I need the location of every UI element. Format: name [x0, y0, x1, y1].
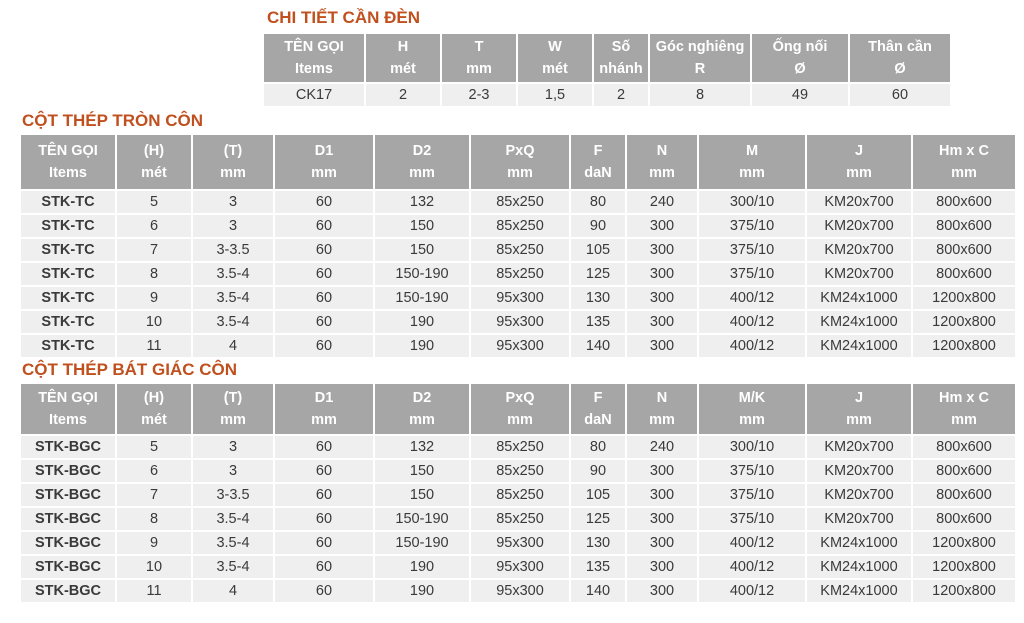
column-header-label: TÊN GỌI [38, 143, 98, 159]
column-header-label: N [656, 390, 668, 406]
table-cell: 3.5-4 [193, 287, 273, 309]
table-cell: 95x300 [471, 580, 569, 602]
column-header [193, 135, 273, 189]
table-cell: KM24x1000 [807, 335, 911, 357]
table-cell: 2 [366, 84, 440, 106]
table-cell: 7 [117, 239, 191, 261]
table-cell: 375/10 [699, 484, 805, 506]
table-cell: STK-BGC [21, 484, 115, 506]
table-cell: STK-BGC [21, 532, 115, 554]
table-cell: 10 [117, 311, 191, 333]
column-header-label: TÊN GỌI [38, 390, 98, 406]
table-cell: 400/12 [699, 287, 805, 309]
header-row [21, 384, 1015, 434]
column-header-unit: mm [739, 165, 765, 181]
table-cell: KM20x700 [807, 436, 911, 458]
table-cell: 300 [627, 287, 697, 309]
table-cell: 400/12 [699, 311, 805, 333]
table-cell: 3.5-4 [193, 263, 273, 285]
table-cell: 135 [571, 556, 625, 578]
column-header-unit: mm [951, 165, 977, 181]
table-cell: 1200x800 [913, 287, 1015, 309]
table-cell: STK-TC [21, 311, 115, 333]
column-header-unit: mm [466, 61, 492, 77]
table-cell: 85x250 [471, 263, 569, 285]
table-cell: 3 [193, 436, 273, 458]
table-cell: STK-TC [21, 191, 115, 213]
table-cell: 300 [627, 239, 697, 261]
table-cell: 150 [375, 460, 469, 482]
table-cell: 132 [375, 191, 469, 213]
column-header-unit: Items [295, 61, 333, 77]
table-cell: 240 [627, 436, 697, 458]
column-header [275, 384, 373, 434]
table-cell: 1,5 [518, 84, 592, 106]
column-header-unit: mm [649, 412, 675, 428]
table-cell: 375/10 [699, 239, 805, 261]
column-header [807, 384, 911, 434]
column-header-label: N [656, 143, 668, 159]
table-cell: 300 [627, 335, 697, 357]
column-header [518, 34, 592, 82]
table-cell: KM24x1000 [807, 556, 911, 578]
table-cell: 300 [627, 215, 697, 237]
octagonal-section-title: CỘT THÉP BÁT GIÁC CÔN [22, 360, 238, 379]
column-header [471, 384, 569, 434]
table-cell: 300/10 [699, 436, 805, 458]
table-cell: 95x300 [471, 287, 569, 309]
table-cell: 60 [275, 532, 373, 554]
column-header-unit: mm [409, 412, 435, 428]
column-header [752, 34, 848, 82]
table-cell: 60 [275, 191, 373, 213]
table-cell: KM20x700 [807, 508, 911, 530]
column-header-unit: mm [846, 165, 872, 181]
table-cell: 4 [193, 580, 273, 602]
table-cell: 300 [627, 311, 697, 333]
table-cell: 3.5-4 [193, 556, 273, 578]
table-cell: 11 [117, 580, 191, 602]
column-header-unit: Items [49, 412, 87, 428]
table-cell: 95x300 [471, 532, 569, 554]
table-cell: 130 [571, 532, 625, 554]
table-cell: 90 [571, 215, 625, 237]
header-row [264, 34, 950, 82]
table-cell: 300 [627, 580, 697, 602]
column-header [594, 34, 648, 82]
column-header-label: Thân cần [868, 39, 932, 55]
table-cell: 60 [275, 460, 373, 482]
column-header-label: T [474, 39, 484, 55]
table-cell: 7 [117, 484, 191, 506]
table-cell: 10 [117, 556, 191, 578]
column-header-label: F [593, 143, 603, 159]
table-cell: 80 [571, 436, 625, 458]
table-cell: KM20x700 [807, 460, 911, 482]
column-header-label: M [745, 143, 759, 159]
table-cell: 800x600 [913, 239, 1015, 261]
table-cell: STK-TC [21, 239, 115, 261]
table-cell: STK-BGC [21, 460, 115, 482]
table-cell: KM20x700 [807, 191, 911, 213]
column-header-unit: mm [951, 412, 977, 428]
table-cell: 95x300 [471, 311, 569, 333]
column-header-unit: Ø [794, 61, 806, 77]
table-cell: 150-190 [375, 532, 469, 554]
table-cell: 190 [375, 580, 469, 602]
table-cell: STK-TC [21, 287, 115, 309]
column-header-label: TÊN GỌI [284, 39, 344, 55]
table-cell: KM24x1000 [807, 311, 911, 333]
column-header [571, 135, 625, 189]
column-header [913, 384, 1015, 434]
table-cell: 4 [193, 335, 273, 357]
table-cell: 90 [571, 460, 625, 482]
table-cell: 5 [117, 436, 191, 458]
table-cell: 2 [594, 84, 648, 106]
table-cell: 9 [117, 287, 191, 309]
table-cell: 400/12 [699, 335, 805, 357]
table-cell: 8 [117, 508, 191, 530]
table-cell: 60 [275, 556, 373, 578]
octagonal-pole-table [19, 382, 1017, 604]
column-header-unit: Ø [894, 61, 906, 77]
table-cell: 105 [571, 484, 625, 506]
column-header [650, 34, 750, 82]
table-row [21, 263, 1015, 285]
table-cell: 1200x800 [913, 311, 1015, 333]
table-cell: 240 [627, 191, 697, 213]
table-row [21, 335, 1015, 357]
column-header [627, 384, 697, 434]
column-header-label: Ống nối [772, 39, 828, 55]
header-row [21, 135, 1015, 189]
table-cell: 3.5-4 [193, 532, 273, 554]
column-header-unit: mm [409, 165, 435, 181]
round-section-title: CỘT THÉP TRÒN CÔN [22, 111, 204, 130]
column-header-unit: mm [311, 412, 337, 428]
column-header [807, 135, 911, 189]
table-cell: 60 [275, 436, 373, 458]
table-cell: 3-3.5 [193, 239, 273, 261]
table-cell: STK-TC [21, 263, 115, 285]
table-cell: 60 [275, 311, 373, 333]
detail-table [262, 32, 952, 108]
column-header-label: M/K [738, 390, 766, 406]
table-cell: CK17 [264, 84, 364, 106]
table-cell: 60 [275, 215, 373, 237]
table-cell: 95x300 [471, 335, 569, 357]
column-header-label: J [854, 143, 864, 159]
table-cell: KM20x700 [807, 484, 911, 506]
column-header-unit: R [694, 61, 706, 77]
table-cell: 375/10 [699, 508, 805, 530]
table-cell: 6 [117, 215, 191, 237]
column-header [117, 384, 191, 434]
column-header-unit: mm [311, 165, 337, 181]
table-cell: 3-3.5 [193, 484, 273, 506]
column-header [571, 384, 625, 434]
table-cell: STK-BGC [21, 436, 115, 458]
table-cell: 140 [571, 580, 625, 602]
table-row [21, 532, 1015, 554]
table-row [21, 436, 1015, 458]
table-cell: 85x250 [471, 484, 569, 506]
table-cell: 800x600 [913, 484, 1015, 506]
table-cell: 190 [375, 556, 469, 578]
table-cell: 375/10 [699, 460, 805, 482]
column-header-label: PxQ [505, 143, 535, 159]
table-cell: 150 [375, 484, 469, 506]
column-header-label: W [548, 39, 562, 55]
column-header [699, 135, 805, 189]
column-header [850, 34, 950, 82]
table-row [21, 460, 1015, 482]
table-cell: 80 [571, 191, 625, 213]
table-cell: 85x250 [471, 239, 569, 261]
column-header [442, 34, 516, 82]
column-header [275, 135, 373, 189]
column-header-label: D1 [314, 143, 334, 159]
column-header-unit: mm [220, 412, 246, 428]
table-cell: 49 [752, 84, 848, 106]
table-cell: 800x600 [913, 436, 1015, 458]
column-header [21, 135, 115, 189]
column-header-unit: mm [507, 165, 533, 181]
table-cell: 11 [117, 335, 191, 357]
column-header [699, 384, 805, 434]
table-row [21, 215, 1015, 237]
table-cell: KM24x1000 [807, 580, 911, 602]
table-cell: 60 [275, 239, 373, 261]
table-cell: 150-190 [375, 263, 469, 285]
column-header-label: (T) [223, 143, 243, 159]
column-header-label: PxQ [505, 390, 535, 406]
column-header-label: Góc nghiêng [655, 39, 745, 55]
column-header [21, 384, 115, 434]
table-cell: 85x250 [471, 436, 569, 458]
table-cell: KM20x700 [807, 263, 911, 285]
table-cell: 150-190 [375, 508, 469, 530]
column-header-unit: mét [141, 412, 167, 428]
table-row [264, 84, 950, 106]
column-header-label: D2 [412, 390, 432, 406]
table-row [21, 508, 1015, 530]
column-header-unit: mm [739, 412, 765, 428]
table-cell: 1200x800 [913, 556, 1015, 578]
table-cell: 400/12 [699, 556, 805, 578]
table-cell: 8 [117, 263, 191, 285]
table-row [21, 311, 1015, 333]
table-row [21, 287, 1015, 309]
table-row [21, 239, 1015, 261]
column-header [375, 384, 469, 434]
column-header [264, 34, 364, 82]
column-header-unit: daN [584, 165, 612, 181]
table-cell: 1200x800 [913, 335, 1015, 357]
table-row [21, 580, 1015, 602]
column-header-unit: daN [584, 412, 612, 428]
table-cell: STK-BGC [21, 556, 115, 578]
table-cell: 1200x800 [913, 532, 1015, 554]
column-header-label: D1 [314, 390, 334, 406]
table-cell: STK-TC [21, 215, 115, 237]
table-cell: 150 [375, 239, 469, 261]
table-cell: 300/10 [699, 191, 805, 213]
table-cell: 300 [627, 484, 697, 506]
column-header-unit: mm [220, 165, 246, 181]
table-cell: 800x600 [913, 191, 1015, 213]
table-cell: 3 [193, 460, 273, 482]
detail-section-title: CHI TIẾT CẦN ĐÈN [267, 8, 420, 27]
table-cell: 300 [627, 508, 697, 530]
table-cell: STK-TC [21, 335, 115, 357]
table-cell: KM24x1000 [807, 532, 911, 554]
column-header-label: Hm x C [939, 143, 989, 159]
column-header-unit: mm [846, 412, 872, 428]
column-header [471, 135, 569, 189]
table-cell: 3 [193, 191, 273, 213]
table-cell: KM24x1000 [807, 287, 911, 309]
table-cell: 125 [571, 508, 625, 530]
column-header-unit: mm [649, 165, 675, 181]
table-cell: 85x250 [471, 460, 569, 482]
table-cell: 300 [627, 460, 697, 482]
table-cell: 60 [850, 84, 950, 106]
column-header-label: Số [611, 39, 631, 55]
table-cell: 132 [375, 436, 469, 458]
table-cell: 2-3 [442, 84, 516, 106]
column-header-label: F [593, 390, 603, 406]
table-cell: 60 [275, 335, 373, 357]
column-header-label: J [854, 390, 864, 406]
table-cell: 400/12 [699, 532, 805, 554]
table-cell: 95x300 [471, 556, 569, 578]
table-cell: 800x600 [913, 508, 1015, 530]
column-header-unit: nhánh [599, 61, 643, 77]
table-cell: 190 [375, 335, 469, 357]
table-cell: 60 [275, 508, 373, 530]
table-cell: 300 [627, 263, 697, 285]
table-cell: 8 [650, 84, 750, 106]
table-cell: 150-190 [375, 287, 469, 309]
table-cell: 3 [193, 215, 273, 237]
table-cell: 150 [375, 215, 469, 237]
table-cell: 60 [275, 287, 373, 309]
column-header-label: (T) [223, 390, 243, 406]
column-header-label: H [397, 39, 409, 55]
column-header-unit: Items [49, 165, 87, 181]
table-row [21, 484, 1015, 506]
table-cell: KM20x700 [807, 215, 911, 237]
column-header-label: (H) [143, 390, 165, 406]
table-row [21, 191, 1015, 213]
table-cell: 60 [275, 263, 373, 285]
column-header-unit: mét [390, 61, 416, 77]
table-cell: 190 [375, 311, 469, 333]
table-cell: 135 [571, 311, 625, 333]
table-cell: 140 [571, 335, 625, 357]
column-header-label: D2 [412, 143, 432, 159]
table-cell: 9 [117, 532, 191, 554]
table-cell: 85x250 [471, 508, 569, 530]
table-cell: 800x600 [913, 263, 1015, 285]
table-cell: 60 [275, 484, 373, 506]
table-row [21, 556, 1015, 578]
column-header-label: Hm x C [939, 390, 989, 406]
column-header-label: (H) [143, 143, 165, 159]
column-header [913, 135, 1015, 189]
table-cell: 375/10 [699, 263, 805, 285]
table-cell: 800x600 [913, 460, 1015, 482]
table-cell: 105 [571, 239, 625, 261]
column-header-unit: mét [542, 61, 568, 77]
column-header-unit: mét [141, 165, 167, 181]
round-pole-table [19, 133, 1017, 359]
table-cell: 300 [627, 556, 697, 578]
table-cell: 130 [571, 287, 625, 309]
column-header [193, 384, 273, 434]
table-cell: 85x250 [471, 191, 569, 213]
table-cell: STK-BGC [21, 580, 115, 602]
column-header [375, 135, 469, 189]
table-cell: 400/12 [699, 580, 805, 602]
table-cell: 800x600 [913, 215, 1015, 237]
table-cell: 3.5-4 [193, 311, 273, 333]
table-cell: 300 [627, 532, 697, 554]
table-cell: 1200x800 [913, 580, 1015, 602]
table-cell: 3.5-4 [193, 508, 273, 530]
table-cell: STK-BGC [21, 508, 115, 530]
column-header-unit: mm [507, 412, 533, 428]
column-header [117, 135, 191, 189]
table-cell: 6 [117, 460, 191, 482]
table-cell: 375/10 [699, 215, 805, 237]
column-header [366, 34, 440, 82]
table-cell: 60 [275, 580, 373, 602]
table-cell: KM20x700 [807, 239, 911, 261]
column-header [627, 135, 697, 189]
table-cell: 125 [571, 263, 625, 285]
table-cell: 5 [117, 191, 191, 213]
table-cell: 85x250 [471, 215, 569, 237]
